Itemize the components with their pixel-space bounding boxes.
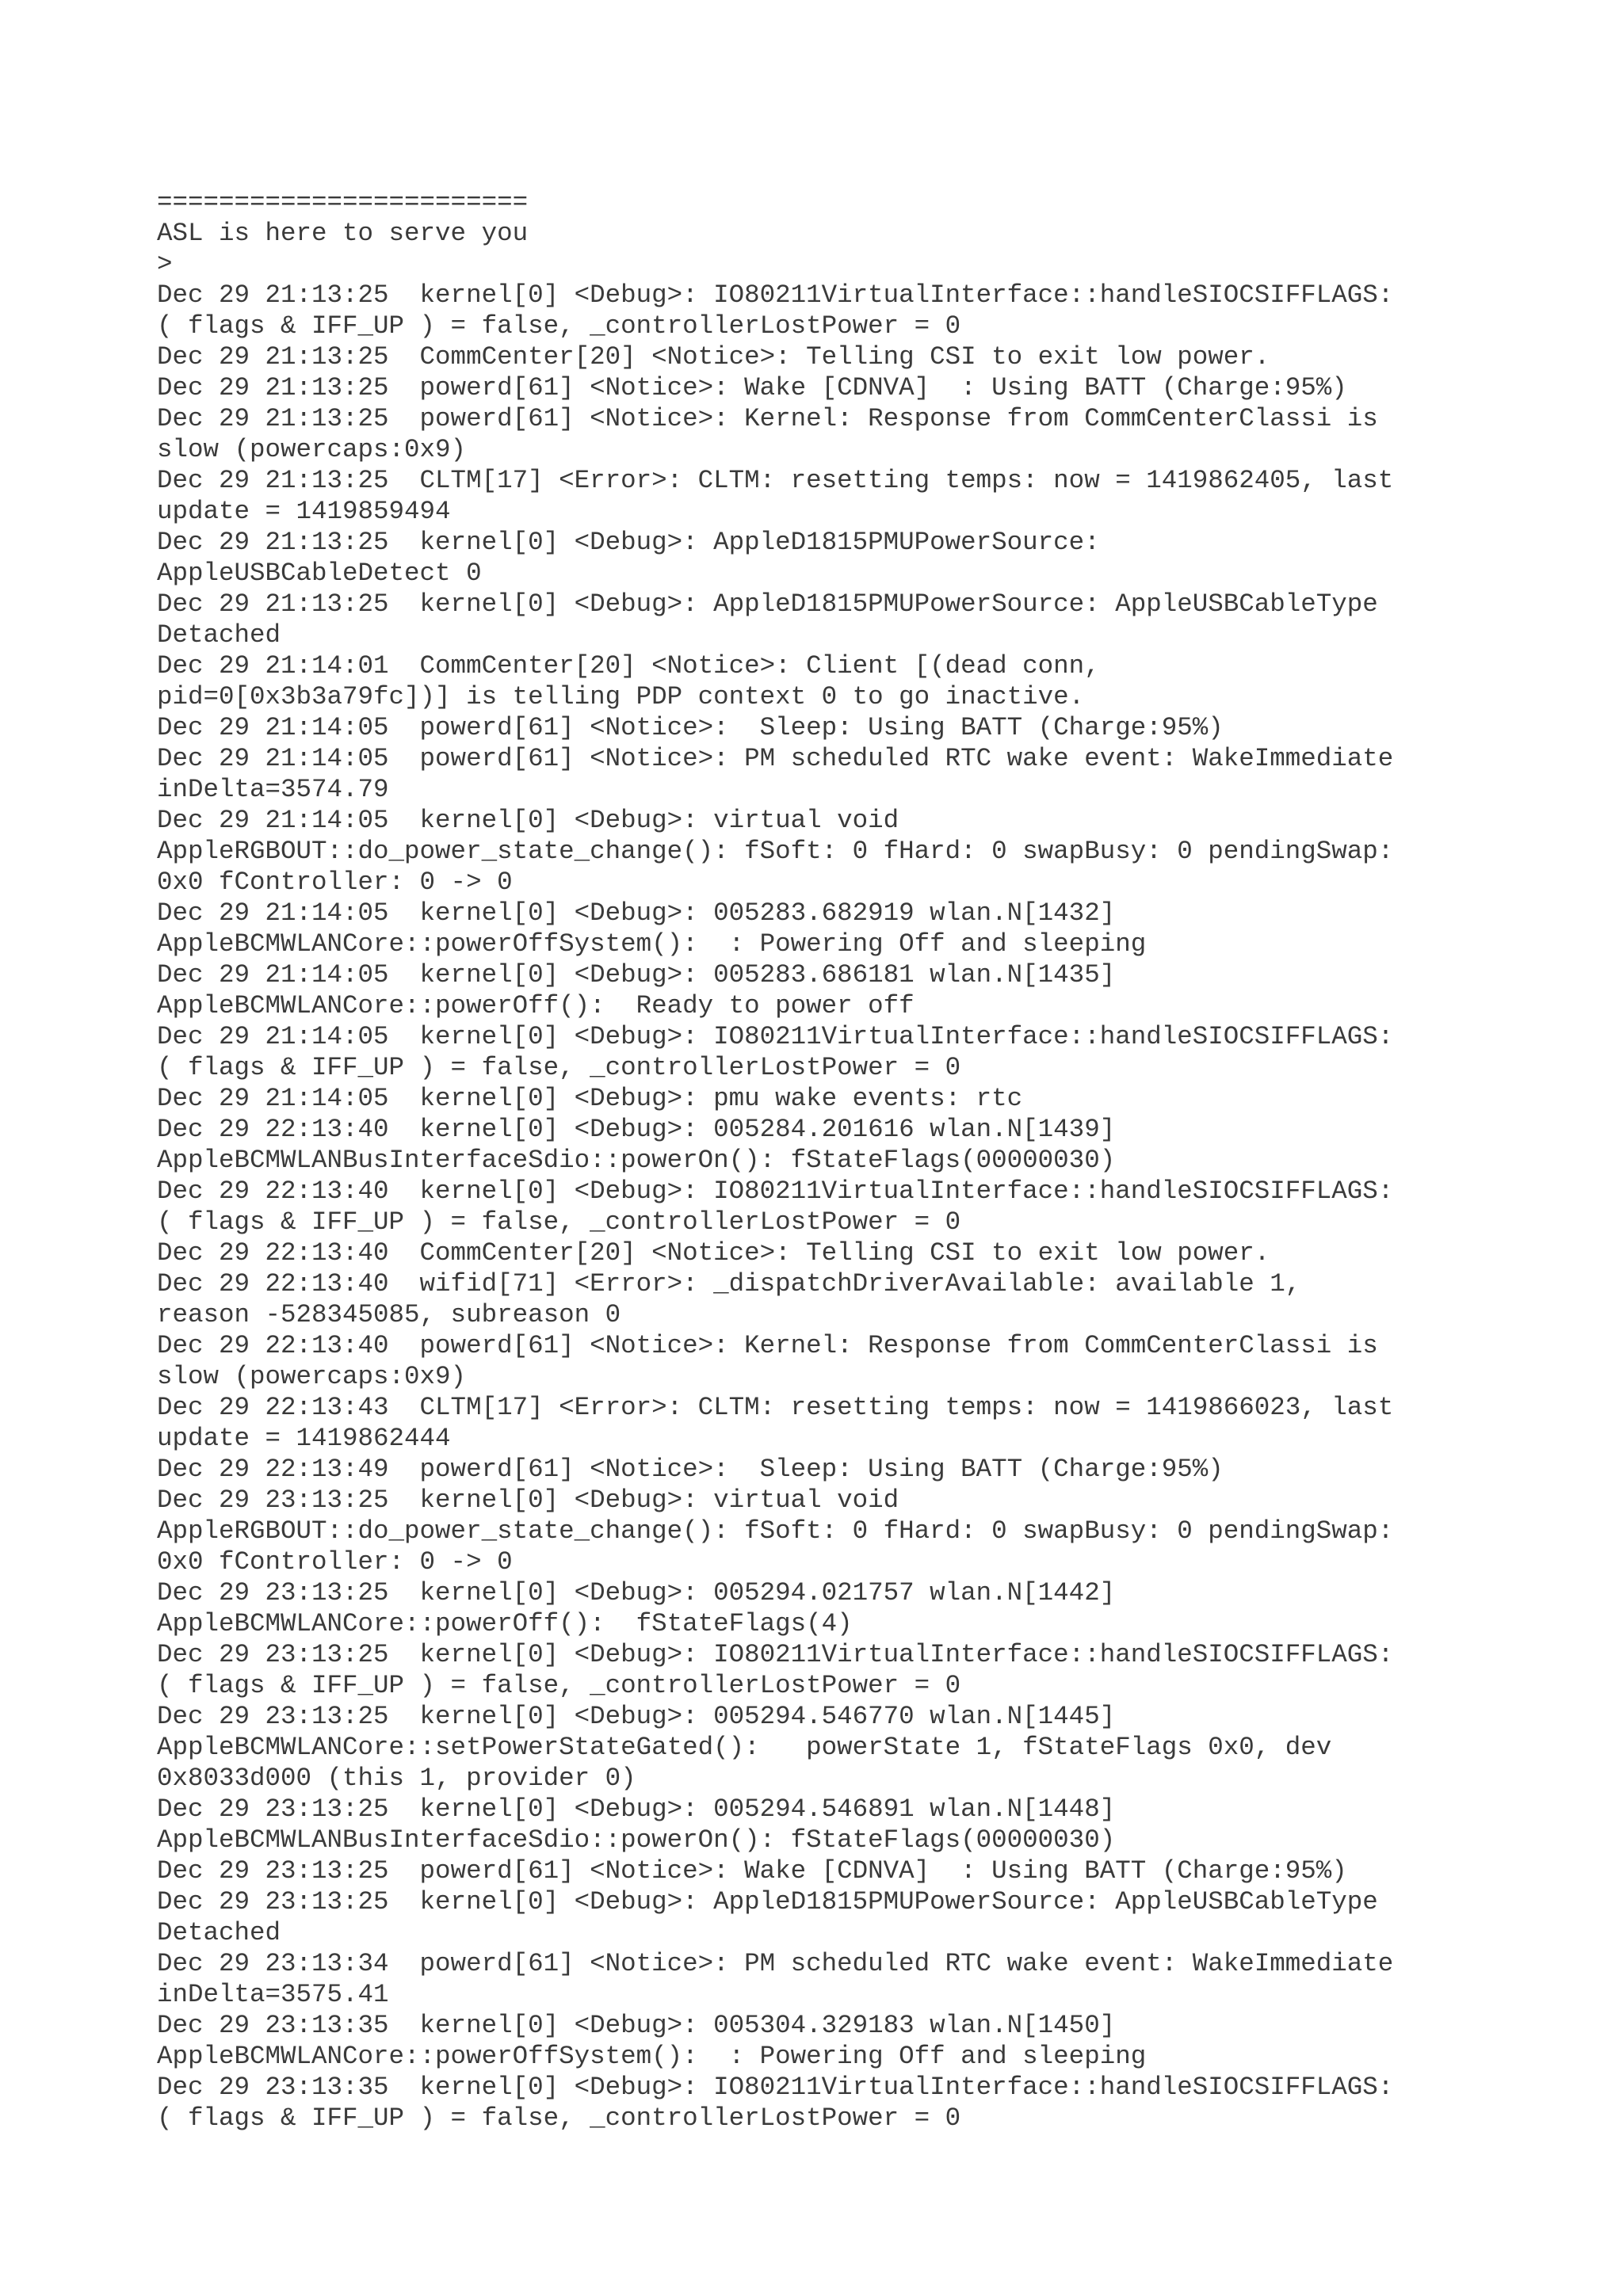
log-line: Dec 29 21:13:25 kernel[0] <Debug>: IO80211VirtualInterface::handleSIOCSIFFLAGS: (157, 280, 1394, 310)
log-line: Dec 29 21:13:25 powerd[61] <Notice>: Wake [CDNVA] : Using BATT (Charge:95%) (157, 373, 1347, 402)
log-line: Dec 29 21:14:05 powerd[61] <Notice>: Sleep: Using BATT (Charge:95%) (157, 713, 1224, 742)
log-line: Dec 29 23:13:25 kernel[0] <Debug>: virtual void (157, 1486, 899, 1515)
log-line: Dec 29 22:13:40 kernel[0] <Debug>: 005284.201616 wlan.N[1439] (157, 1115, 1116, 1144)
log-line: AppleRGBOUT::do_power_state_change(): fSoft: 0 fHard: 0 swapBusy: 0 pendingSwap: (157, 1516, 1394, 1546)
log-line: Dec 29 22:13:40 kernel[0] <Debug>: IO80211VirtualInterface::handleSIOCSIFFLAGS: (157, 1177, 1394, 1206)
log-line: 0x0 fController: 0 -> 0 (157, 868, 513, 897)
log-line: slow (powercaps:0x9) (157, 435, 467, 464)
log-line: AppleBCMWLANBusInterfaceSdio::powerOn(): fStateFlags(00000030) (157, 1825, 1116, 1855)
log-line: ( flags & IFF_UP ) = false, _controllerLostPower = 0 (157, 1207, 961, 1237)
log-line: Detached (157, 1918, 281, 1947)
log-line: Dec 29 21:13:25 CommCenter[20] <Notice>: Telling CSI to exit low power. (157, 342, 1270, 372)
log-line: Dec 29 22:13:49 powerd[61] <Notice>: Sleep: Using BATT (Charge:95%) (157, 1455, 1224, 1484)
log-line: ASL is here to serve you (157, 219, 529, 248)
log-line: Dec 29 21:14:05 kernel[0] <Debug>: pmu wake events: rtc (157, 1084, 1023, 1113)
log-line: Dec 29 23:13:35 kernel[0] <Debug>: 005304.329183 wlan.N[1450] (157, 2011, 1116, 2040)
log-line: Dec 29 22:13:40 powerd[61] <Notice>: Kernel: Response from CommCenterClassi is (157, 1331, 1378, 1360)
log-line: Dec 29 23:13:25 kernel[0] <Debug>: 005294.546891 wlan.N[1448] (157, 1794, 1116, 1824)
log-line: Dec 29 21:13:25 CLTM[17] <Error>: CLTM: resetting temps: now = 1419862405, last (157, 466, 1394, 495)
log-line: Dec 29 21:14:05 kernel[0] <Debug>: IO80211VirtualInterface::handleSIOCSIFFLAGS: (157, 1022, 1394, 1051)
log-line: Dec 29 21:13:25 kernel[0] <Debug>: AppleD1815PMUPowerSource: (157, 528, 1100, 557)
log-line: Dec 29 21:14:05 powerd[61] <Notice>: PM scheduled RTC wake event: WakeImmediate (157, 744, 1394, 773)
log-line: Dec 29 21:14:05 kernel[0] <Debug>: 005283.686181 wlan.N[1435] (157, 960, 1116, 990)
log-line: AppleBCMWLANCore::powerOff(): Ready to power off (157, 991, 915, 1020)
log-line: Dec 29 23:13:35 kernel[0] <Debug>: IO80211VirtualInterface::handleSIOCSIFFLAGS: (157, 2073, 1394, 2102)
log-line: Detached (157, 620, 281, 650)
log-line: Dec 29 23:13:25 kernel[0] <Debug>: IO80211VirtualInterface::handleSIOCSIFFLAGS: (157, 1640, 1394, 1669)
log-line: reason -528345085, subreason 0 (157, 1300, 621, 1329)
log-line: AppleBCMWLANCore::powerOffSystem(): : Powering Off and sleeping (157, 2042, 1147, 2071)
log-line: AppleRGBOUT::do_power_state_change(): fSoft: 0 fHard: 0 swapBusy: 0 pendingSwap: (157, 837, 1394, 866)
log-line: update = 1419859494 (157, 497, 451, 526)
log-line: Dec 29 21:14:05 kernel[0] <Debug>: virtual void (157, 806, 899, 835)
log-line: update = 1419862444 (157, 1424, 451, 1453)
log-line: AppleUSBCableDetect 0 (157, 559, 482, 588)
log-line: Dec 29 21:13:25 powerd[61] <Notice>: Kernel: Response from CommCenterClassi is (157, 404, 1378, 433)
log-line: Dec 29 22:13:43 CLTM[17] <Error>: CLTM: resetting temps: now = 1419866023, last (157, 1393, 1394, 1422)
log-line: Dec 29 23:13:34 powerd[61] <Notice>: PM scheduled RTC wake event: WakeImmediate (157, 1949, 1394, 1978)
log-line: pid=0[0x3b3a79fc])] is telling PDP context 0 to go inactive. (157, 682, 1085, 711)
log-line: inDelta=3575.41 (157, 1980, 389, 2009)
log-line: AppleBCMWLANCore::setPowerStateGated(): powerState 1, fStateFlags 0x0, dev (157, 1733, 1332, 1762)
log-line: inDelta=3574.79 (157, 775, 389, 804)
log-line: 0x8033d000 (this 1, provider 0) (157, 1764, 636, 1793)
log-line: AppleBCMWLANCore::powerOff(): fStateFlags(4) (157, 1609, 853, 1638)
log-line: Dec 29 22:13:40 wifid[71] <Error>: _dispatchDriverAvailable: available 1, (157, 1269, 1301, 1299)
log-line: Dec 29 21:14:05 kernel[0] <Debug>: 005283.682919 wlan.N[1432] (157, 898, 1116, 928)
log-line: Dec 29 23:13:25 powerd[61] <Notice>: Wake [CDNVA] : Using BATT (Charge:95%) (157, 1856, 1347, 1886)
log-line: Dec 29 23:13:25 kernel[0] <Debug>: 005294.021757 wlan.N[1442] (157, 1578, 1116, 1608)
log-line: Dec 29 23:13:25 kernel[0] <Debug>: AppleD1815PMUPowerSource: AppleUSBCableType (157, 1887, 1378, 1917)
log-line: AppleBCMWLANBusInterfaceSdio::powerOn(): fStateFlags(00000030) (157, 1146, 1116, 1175)
log-line: Dec 29 22:13:40 CommCenter[20] <Notice>: Telling CSI to exit low power. (157, 1238, 1270, 1268)
log-line: 0x0 fController: 0 -> 0 (157, 1547, 513, 1577)
log-line: ( flags & IFF_UP ) = false, _controllerLostPower = 0 (157, 311, 961, 341)
log-line: ( flags & IFF_UP ) = false, _controllerLostPower = 0 (157, 1053, 961, 1082)
log-line: slow (powercaps:0x9) (157, 1362, 467, 1391)
log-line: ( flags & IFF_UP ) = false, _controllerLostPower = 0 (157, 1671, 961, 1700)
log-line: AppleBCMWLANCore::powerOffSystem(): : Powering Off and sleeping (157, 929, 1147, 959)
log-line: > (157, 250, 173, 279)
log-text-block (157, 187, 1393, 2134)
log-line: Dec 29 21:14:01 CommCenter[20] <Notice>: Client [(dead conn, (157, 651, 1100, 681)
log-line: Dec 29 21:13:25 kernel[0] <Debug>: AppleD1815PMUPowerSource: AppleUSBCableType (157, 589, 1378, 619)
log-line: Dec 29 23:13:25 kernel[0] <Debug>: 005294.546770 wlan.N[1445] (157, 1702, 1116, 1731)
log-line: ======================== (157, 188, 529, 217)
log-line: ( flags & IFF_UP ) = false, _controllerLostPower = 0 (157, 2103, 961, 2133)
